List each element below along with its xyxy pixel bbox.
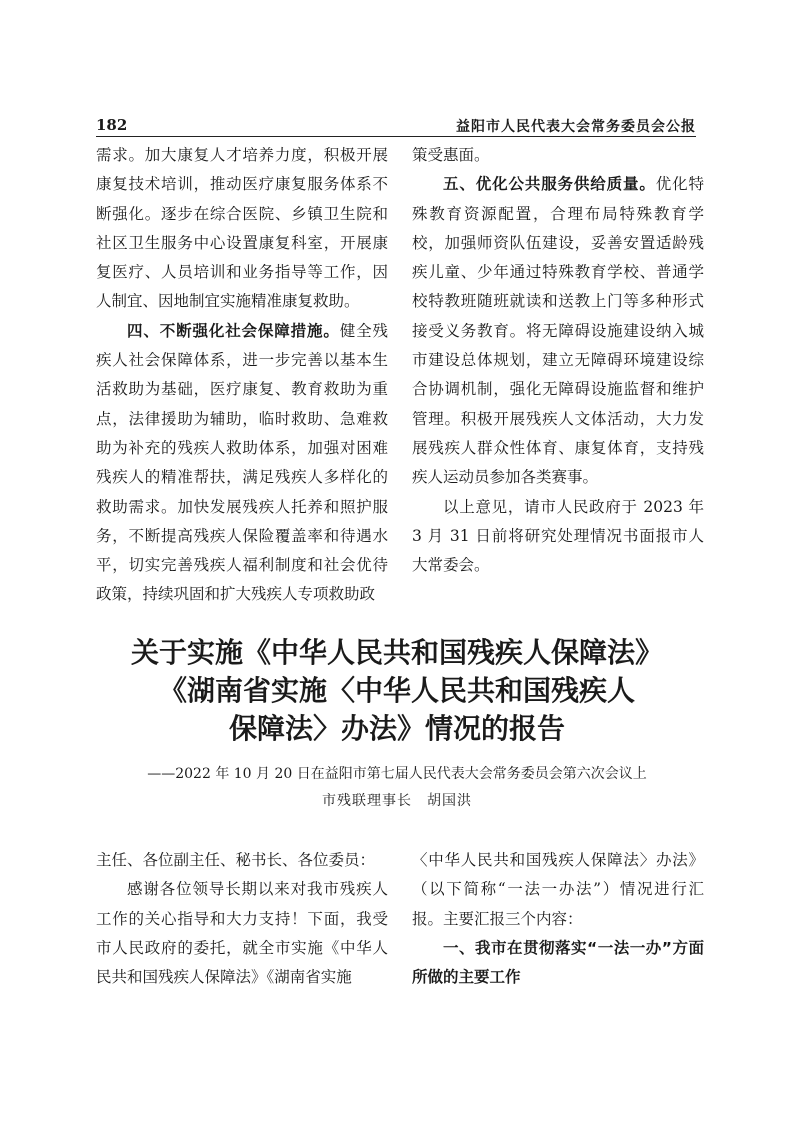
paragraph (96, 317, 388, 610)
section-heading: 一、我市在贯彻落实“一法一办”方面所做的主要工作 (412, 938, 704, 987)
section-heading: 四、不断强化社会保障措施。 (127, 321, 340, 340)
title-line: 关于实施《中华人民共和国残疾人保障法》 (130, 636, 663, 669)
report-subtitle: ——2022 年 10 月 20 日在益阳市第七届人民代表大会常务委员会第六次会议上 (147, 766, 647, 782)
top-left-column (96, 141, 388, 610)
page-number: 182 (96, 116, 128, 134)
bottom-right-column (412, 846, 704, 992)
top-right-column (412, 141, 704, 580)
paragraph: 感谢各位领导长期以来对我市残疾人工作的关心指导和大力支持！下面，我受市人民政府的委托，就全市实施《中华人民共和国残疾人保障法》《湖南省实施 (96, 880, 388, 987)
paragraph-body: 优化特殊教育资源配置，合理布局特殊教育学校，加强师资队伍建设，妥善安置适龄残疾儿童、少年通过特殊教育学校、普通学校特教班随班就读和送教上门等多种形式接受义务教育。将无障碍设施建设纳入城市建设总体规划，建立无障碍环境建设综合协调机制，强化无障碍设施监督和维护管理。积极开展残疾人文体活动，大力发展残疾人群众性体育、康复体育，支持残疾人运动员参加各类赛事。 (412, 175, 704, 487)
paragraph-body: 健全残疾人社会保障体系，进一步完善以基本生活救助为基础，医疗康复、教育救助为重点，法律援助为辅助，临时救助、急难救助为补充的残疾人救助体系，加强对困难残疾人的精准帮扶，满足残疾人多样化的救助需求。加快发展残疾人托养和照护服务，不断提高残疾人保险覆盖率和待遇水平，切实完善残疾人福利制度和社会优待政策，持续巩固和扩大残疾人专项救助政 (96, 321, 388, 604)
greeting: 主任、各位副主任、秘书长、各位委员： (96, 851, 376, 869)
title-line: 《湖南省实施〈中华人民共和国残疾人 (158, 674, 635, 707)
title-line: 保障法〉办法》情况的报告 (228, 712, 565, 745)
paragraph: 〈中华人民共和国残疾人保障法〉办法》（以下简称“一法一办法”）情况进行汇报。主要汇报三个内容： (412, 851, 704, 928)
journal-title: 益阳市人民代表大会常务委员会公报 (456, 119, 696, 135)
paragraph: 需求。加大康复人才培养力度，积极开展康复技术培训，推动医疗康复服务体系不断强化。逐步在综合医院、乡镇卫生院和社区卫生服务中心设置康复科室，开展康复医疗、人员培训和业务指导等工作，因人制宜、因地制宜实施精准康复救助。 (96, 146, 388, 311)
section-heading: 五、优化公共服务供给质量。 (443, 175, 656, 194)
page-header (96, 116, 696, 137)
report-author: 市残联理事长 胡国洪 (322, 793, 472, 809)
report-title (80, 634, 714, 748)
paragraph: 策受惠面。 (412, 146, 490, 164)
bottom-left-column (96, 846, 388, 992)
paragraph: 以上意见，请市人民政府于 2023 年 3 月 31 日前将研究处理情况书面报市人大常委会。 (412, 497, 704, 575)
paragraph (412, 170, 704, 492)
